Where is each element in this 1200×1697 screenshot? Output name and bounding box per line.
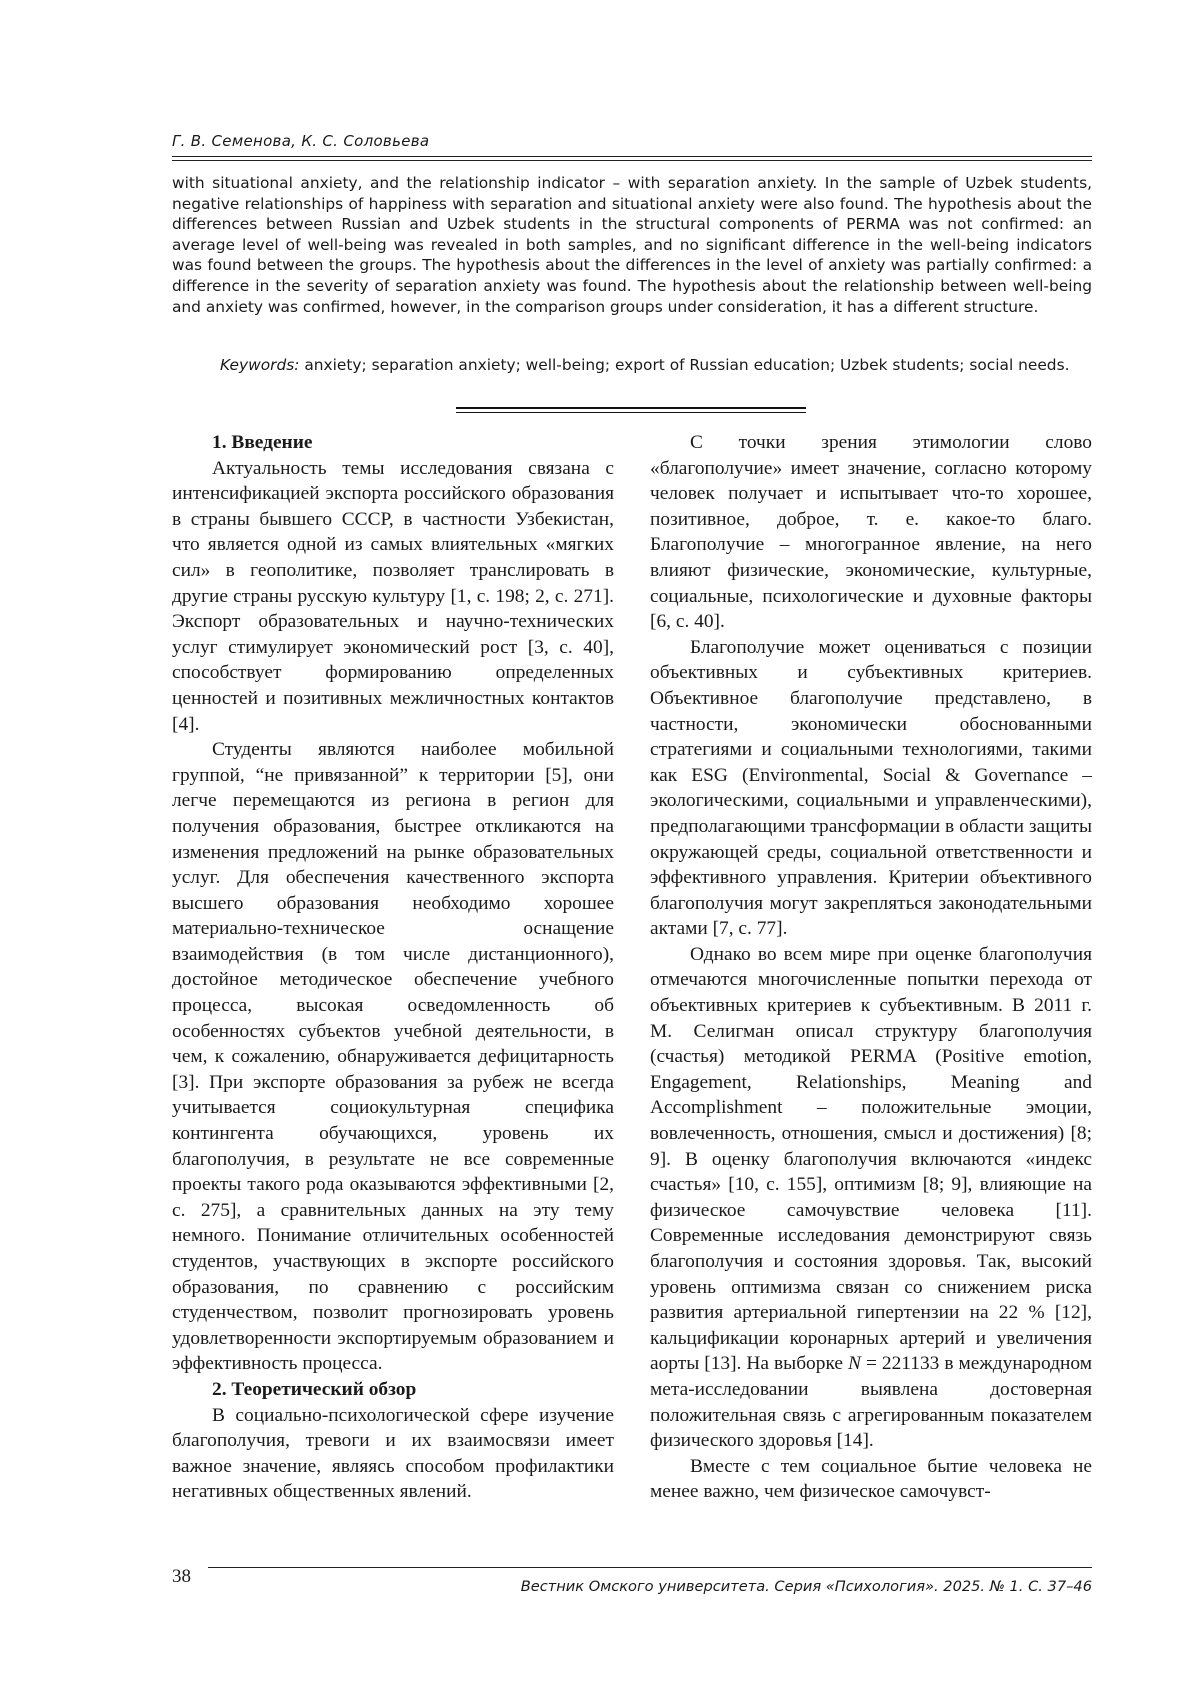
page-number: 38 xyxy=(172,1566,191,1587)
heading-introduction: 1. Введение xyxy=(212,432,313,453)
header-rule-thin xyxy=(172,160,1092,161)
paragraph: В социально-психологической сфере изучение благополучия, тревоги и их взаимосвязи имеет важное значение, являясь способом профилактики негативных общественных явлений. xyxy=(172,1404,614,1503)
footer-rule xyxy=(208,1567,1092,1568)
journal-citation: Вестник Омского университета. Серия «Психология». 2025. № 1. С. 37–46 xyxy=(520,1578,1092,1595)
keywords-text: anxiety; separation anxiety; well-being; export of Russian education; Uzbek students; social needs. xyxy=(304,356,1070,374)
right-column xyxy=(650,430,1092,1505)
paragraph: Вместе с тем социальное бытие человека не менее важно, чем физическое самочувст- xyxy=(650,1455,1092,1503)
paragraph: С точки зрения этимологии слово «благополучие» имеет значение, согласно которому человек получает и испытывает что-то хорошее, позитивное, доброе, т. е. какое-то благо. Благополучие – многогранное явление, на него влияют физические, экономические, культурные, социальные, психологические и духовные факторы [6, с. 40]. xyxy=(650,432,1092,633)
section-separator-rule xyxy=(456,407,806,409)
keywords-label: Keywords: xyxy=(220,356,300,374)
abstract-text: with situational anxiety, and the relationship indicator – with separation anxiety. In the sample of Uzbek students, negative relationships of happiness with separation and situational anxiety were also found. The hypothesis about the differences between Russian and Uzbek students in the structural components of PERMA was not confirmed: an average level of well-being was revealed in both samples, and no significant difference in the well-being indicators was found between the groups. The hypothesis about the differences in the level of anxiety was partially confirmed: a difference in the severity of separation anxiety was found. The hypothesis about the relationship between well-being and anxiety was confirmed, however, in the comparison groups under consideration, it has a different structure. xyxy=(172,174,1092,316)
keywords xyxy=(172,355,1092,376)
paragraph: Студенты являются наиболее мобильной группой, “не привязанной” к территории [5], они легче перемещаются из региона в регион для получения образования, быстрее откликаются на изменения предложений на рынке образовательных услуг. Для обеспечения качественного экспорта высшего образования необходимо хорошее материально-техническое оснащение взаимодействия (в том числе дистанционного), достойное методическое обеспечение учебного процесса, высокая осведомленность об особенностях субъектов учебной деятельности, в чем, к сожалению, обнаруживается дефицитарность [3]. При экспорте образования за рубеж не всегда учитывается социокультурная специфика контингента обучающихся, уровень их благополучия, в результате не все современные проекты такого рода оказываются эффективными [2, с. 275], а сравнительных данных на эту тему немного. Понимание отличительных особенностей студентов, участвующих в экспорте российского образования, по сравнению с российским студенчеством, позволит прогнозировать уровень удовлетворенности экспортируемым образованием и эффективность процесса. xyxy=(172,739,614,1375)
left-column xyxy=(172,430,614,1505)
running-head: Г. В. Семенова, К. С. Соловьева xyxy=(172,132,430,150)
section-separator-rule-lower xyxy=(456,412,806,413)
paragraph: Благополучие может оцениваться с позиции объективных и субъективных критериев. Объективное благополучие представлено, в частности, экономически обоснованными стратегиями и социальными технологиями, такими как ESG (Environmental, Social & Governance – экологическими, социальными и управленческими), предполагающими трансформации в области защиты окружающей среды, социальной ответственности и эффективного управления. Критерии объективного благополучия могут закрепляться законодательными актами [7, с. 77]. xyxy=(650,636,1092,940)
header-rule xyxy=(172,156,1092,157)
paragraph: Актуальность темы исследования связана с интенсификацией экспорта российского образования в страны бывшего СССР, в частности Узбекистан, что является одной из самых влиятельных «мягких сил» в геополитике, позволяет транслировать в другие страны русскую культуру [1, с. 198; 2, с. 271]. Экспорт образовательных и научно-технических услуг стимулирует экономический рост [3, с. 40], способствует формированию определенных ценностей и позитивных межличностных контактов [4]. xyxy=(172,457,614,735)
paragraph: Однако во всем мире при оценке благополучия отмечаются многочисленные попытки перехода от объективных критериев к субъективным. В 2011 г. М. Селигман описал структуру благополучия (счастья) методикой PERMA (Positive emotion, Engagement, Relationships, Meaning and Accomplishment – положительные эмоции, вовлеченность, отношения, смысл и достижения) [8; 9]. В оценку благополучия включаются «индекс счастья» [10, с. 155], оптимизм [8; 9], влияющие на физическое самочувствие человека [11]. Современные исследования демонстрируют связь благополучия и состояния здоровья. Так, высокий уровень оптимизма связан со снижением риска развития артериальной гипертензии на 22 % [12], кальцификации коронарных артерий и увеличения аорты [13]. На выборке N = 221133 в международном мета-исследовании выявлена достоверная положительная связь с агрегированным показателем физического здоровья [14]. xyxy=(650,943,1092,1452)
heading-theoretical-review: 2. Теоретический обзор xyxy=(212,1378,417,1400)
